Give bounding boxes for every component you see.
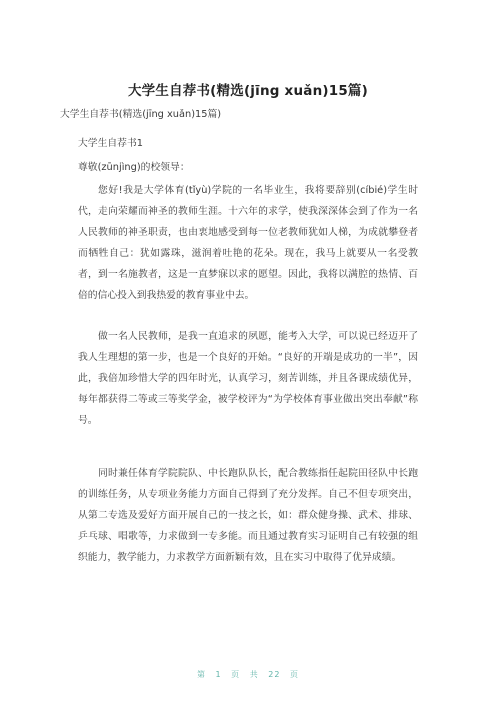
page-number-footer: 第 1 页 共 22 页 [197,670,299,679]
body-paragraph: 您好!我是大学体育(tǐyù)学院的一名毕业生，我将要辞别(cíbié)学生时代，走向荣耀而神圣的教师生涯。十六年的求学，使我深深体会到了作为一名人民教师的神圣职责，也由衷地感受到每一位老教师犹如人梯，为成就攀登者而牺牲自己：犹如露珠，滋润着吐艳的花朵。现在，我马上就要从一名受教者，到一名施教者，这是一直梦寐以求的愿望。因此，我将以满腔的热情、百倍的信心投入到我热爱的教育事业中去。 [78,185,418,301]
document-subtitle: 大学生自荐书(精选(jīng xuǎn)15篇) [60,109,222,120]
body-paragraph: 做一名人民教师，是我一直追求的夙愿，能考入大学，可以说已经迈开了我人生理想的第一步，也是一个良好的开始。“良好的开端是成功的一半”，因此，我倍加珍惜大学的四年时光，认真学习，刻苦训练，并且各课成绩优异，每年都获得二等或三等奖学金，被学校评为“为学校体育事业做出突出奉献”称号。 [78,331,418,426]
salutation: 尊敬(zūnjìng)的校领导： [78,162,190,173]
section-heading: 大学生自荐书1 [78,138,144,149]
body-paragraph: 同时兼任体育学院院队、中长跑队队长，配合教练指任起院田径队中长跑的训练任务，从专项业务能力方面自己得到了充分发挥。自己不但专项突出，从第二专选及爱好方面开展自己的一技之长，如：群众健身操、武术、排球、乒乓球、唱歌等，力求做到一专多能。而且通过教育实习证明自己有较强的组织能力，教学能力，力求教学方面新颖有效，且在实习中取得了优异成绩。 [78,468,418,563]
document-title: 大学生自荐书(精选(jīng xuǎn)15篇) [127,83,369,99]
